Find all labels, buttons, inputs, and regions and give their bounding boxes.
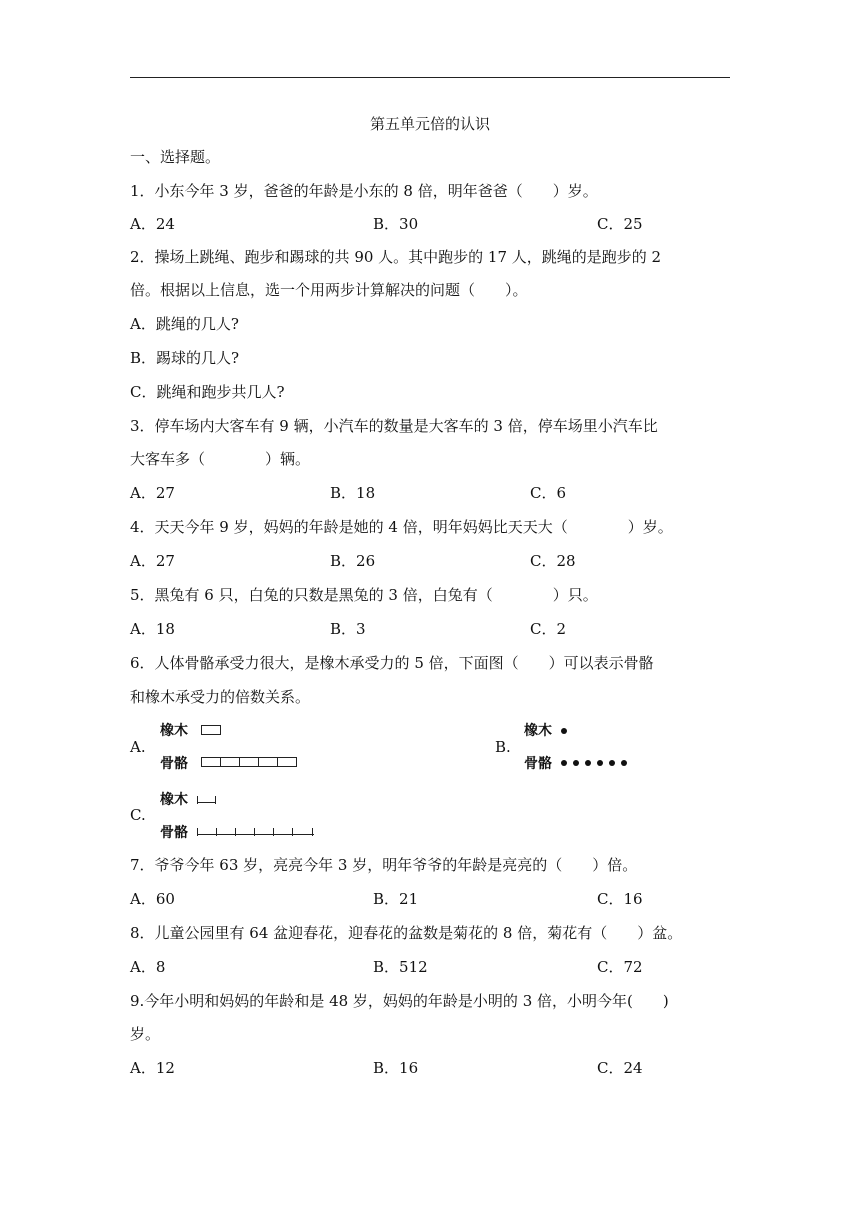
- figure-a-bone-box-1: [201, 757, 221, 767]
- figure-c-bone-label: 骨骼: [160, 825, 188, 841]
- figure-b-bone-label: 骨骼: [524, 756, 552, 772]
- q1-option-b: B．30: [373, 215, 419, 233]
- figure-a-oak-box: [201, 725, 221, 735]
- q7-option-b: B．21: [373, 890, 419, 908]
- figure-c-bone-bracket: [197, 826, 314, 835]
- q4-option-b: B．26: [330, 552, 376, 570]
- q8-option-b: B．512: [373, 958, 428, 976]
- q5-option-a: A．18: [130, 620, 175, 638]
- figure-a-bone-box-5: [277, 757, 297, 767]
- figure-b-oak-label: 橡木: [524, 723, 552, 739]
- q4-option-a: A．27: [130, 552, 175, 570]
- q9-option-b: B．16: [373, 1059, 419, 1077]
- figure-b-bone-dot-3: [585, 760, 591, 766]
- figure-a-bone-box-4: [258, 757, 278, 767]
- figure-c: [160, 789, 330, 844]
- figure-a: [160, 720, 320, 775]
- q5-option-c: C．2: [530, 620, 567, 638]
- q2-option-a: A．跳绳的几人?: [130, 315, 239, 333]
- q7-option-a: A．60: [130, 890, 175, 908]
- figure-b-bone-dot-2: [573, 760, 579, 766]
- q2-option-c: C．跳绳和跑步共几人?: [130, 383, 285, 401]
- q3-option-a: A．27: [130, 484, 175, 502]
- figure-a-bone-label: 骨骼: [160, 756, 188, 772]
- figure-b-bone-dot-6: [621, 760, 627, 766]
- q7-option-c: C．16: [597, 890, 643, 908]
- q2-option-b: B．踢球的几人?: [130, 349, 240, 367]
- figure-c-oak-bracket: [197, 794, 216, 803]
- question-5: 5．黑兔有 6 只，白兔的只数是黑兔的 3 倍，白兔有（ ）只。: [130, 586, 598, 604]
- q6-option-c-label: C.: [130, 806, 146, 824]
- question-9-line-1: 9.今年小明和妈妈的年龄和是 48 岁，妈妈的年龄是小明的 3 倍，小明今年( ): [130, 992, 669, 1010]
- figure-b-bone-dot-4: [597, 760, 603, 766]
- q6-option-a-label: A.: [130, 738, 146, 756]
- question-3-line-2: 大客车多（ ）辆。: [130, 450, 311, 468]
- figure-a-oak-label: 橡木: [160, 723, 188, 739]
- figure-b-oak-dot: [561, 728, 567, 734]
- question-7: 7．爷爷今年 63 岁，亮亮今年 3 岁，明年爷爷的年龄是亮亮的（ ）倍。: [130, 856, 638, 874]
- section-heading: 一、选择题。: [130, 148, 221, 166]
- q9-option-a: A．12: [130, 1059, 175, 1077]
- q4-option-c: C．28: [530, 552, 576, 570]
- q8-option-c: C．72: [597, 958, 643, 976]
- figure-b-bone-dot-5: [609, 760, 615, 766]
- page-title: 第五单元倍的认识: [369, 115, 490, 133]
- question-3-line-1: 3．停车场内大客车有 9 辆，小汽车的数量是大客车的 3 倍，停车场里小汽车比: [130, 417, 658, 435]
- q1-option-c: C．25: [597, 215, 643, 233]
- figure-a-bone-box-3: [239, 757, 259, 767]
- figure-a-bone-box-2: [220, 757, 240, 767]
- q8-option-a: A．8: [130, 958, 166, 976]
- q3-option-b: B．18: [330, 484, 376, 502]
- question-1: 1．小东今年 3 岁，爸爸的年龄是小东的 8 倍，明年爸爸（ ）岁。: [130, 182, 598, 200]
- question-2-line-2: 倍。根据以上信息，选一个用两步计算解决的问题（ ）。: [130, 281, 528, 299]
- q3-option-c: C．6: [530, 484, 567, 502]
- q9-option-c: C．24: [597, 1059, 643, 1077]
- question-6-line-2: 和橡木承受力的倍数关系。: [130, 688, 311, 706]
- q5-option-b: B．3: [330, 620, 366, 638]
- figure-b: [524, 720, 664, 775]
- question-2-line-1: 2．操场上跳绳、跑步和踢球的共 90 人。其中跑步的 17 人，跳绳的是跑步的 2: [130, 248, 662, 266]
- q6-option-b-label: B.: [495, 738, 511, 756]
- question-8: 8．儿童公园里有 64 盆迎春花，迎春花的盆数是菊花的 8 倍，菊花有（ ）盆。: [130, 924, 683, 942]
- question-6-line-1: 6．人体骨骼承受力很大，是橡木承受力的 5 倍，下面图（ ）可以表示骨骼: [130, 654, 654, 672]
- figure-c-oak-label: 橡木: [160, 792, 188, 808]
- question-9-line-2: 岁。: [130, 1025, 161, 1043]
- question-4: 4．天天今年 9 岁，妈妈的年龄是她的 4 倍，明年妈妈比天天大（ ）岁。: [130, 518, 673, 536]
- q1-option-a: A．24: [130, 215, 175, 233]
- figure-b-bone-dot-1: [561, 760, 567, 766]
- header-rule: [130, 77, 730, 78]
